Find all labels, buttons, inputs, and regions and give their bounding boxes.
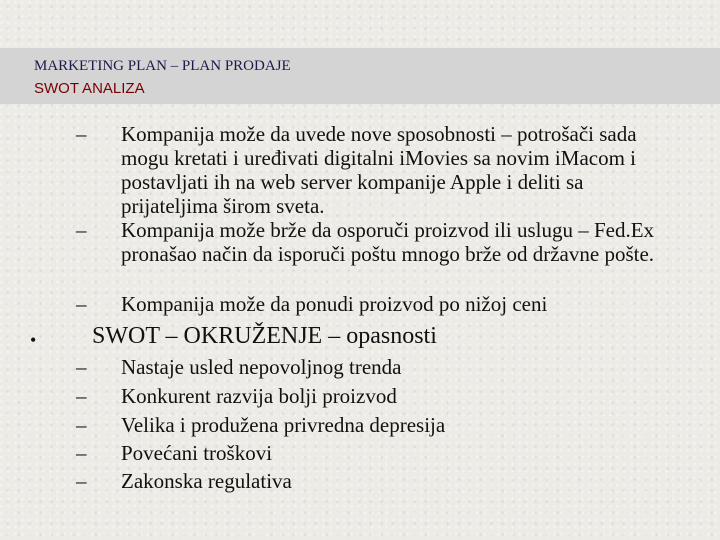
- dash-bullet: –: [76, 469, 87, 493]
- dash-bullet: –: [76, 355, 87, 379]
- dash-bullet: –: [76, 413, 87, 437]
- dash-bullet: –: [76, 292, 87, 316]
- threat-item: [76, 355, 696, 379]
- threat-item: [76, 469, 696, 493]
- threat-text: Konkurent razvija bolji proizvod: [121, 384, 397, 408]
- threat-item: [76, 384, 696, 408]
- dash-bullet: –: [76, 218, 87, 242]
- opportunity-item: [76, 122, 696, 218]
- threat-text: Povećani troškovi: [121, 441, 273, 465]
- slide-subtitle: SWOT ANALIZA: [34, 80, 145, 97]
- opportunity-text: Kompanija može brže da osporuči proizvod ili uslugu – Fed.Ex pronašao način da isporuči poštu mnogo brže od državne pošte.: [121, 218, 655, 266]
- dash-bullet: –: [76, 122, 87, 146]
- opportunity-item: [76, 218, 696, 290]
- opportunity-text: Kompanija može da ponudi proizvod po nižoj ceni: [121, 292, 548, 316]
- threat-item: [76, 413, 696, 437]
- threats-heading: SWOT – OKRUŽENJE – opasnosti: [92, 323, 437, 349]
- threat-text: Velika i produžena privredna depresija: [121, 413, 446, 437]
- dot-bullet: •: [30, 330, 37, 350]
- threat-text: Nastaje usled nepovoljnog trenda: [121, 355, 402, 379]
- dash-bullet: –: [76, 441, 87, 465]
- threat-text: Zakonska regulativa: [121, 469, 292, 493]
- opportunity-text: Kompanija može da uvede nove sposobnosti – potrošači sada mogu kretati i uređivati digitalni iMovies sa novim iMacom i postavljati ih na web server kompanije Apple i deliti sa prijateljima širom sveta.: [121, 122, 637, 218]
- dash-bullet: –: [76, 384, 87, 408]
- slide-header: [0, 48, 720, 104]
- slide-title: MARKETING PLAN – PLAN PRODAJE: [34, 58, 291, 74]
- opportunity-item: [76, 292, 696, 316]
- threat-item: [76, 441, 696, 465]
